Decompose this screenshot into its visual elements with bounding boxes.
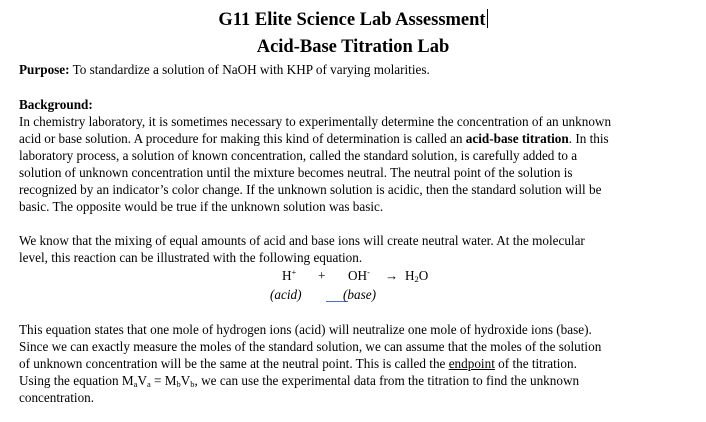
sub-b-2: b	[190, 379, 195, 389]
sub-b-1: b	[176, 379, 181, 389]
equation-acid-label: (acid)	[270, 287, 302, 302]
paragraph-3-line-3	[19, 356, 577, 372]
eq-water-sub: 2	[414, 274, 419, 284]
p3-l4-equals: = M	[150, 373, 177, 388]
paragraph-2-line-2: level, this reaction can be illustrated with the following equation.	[19, 250, 363, 265]
purpose-line	[19, 62, 430, 78]
p3-l4-pre: Using the equation M	[19, 373, 134, 388]
sub-a-1: a	[133, 379, 138, 389]
purpose-label: Purpose:	[19, 62, 70, 77]
p3-l4-v2: V	[180, 373, 191, 388]
paragraph-1-line-4: solution of unknown concentration until the mixture becomes neutral. The neutral point of the solution is	[19, 165, 573, 180]
paragraph-1-line-3: laboratory process, a solution of known concentration, called the standard solution, is carefully added to a	[19, 148, 578, 163]
eq-water-h: H	[405, 268, 415, 283]
equation-plus: +	[318, 268, 326, 283]
document-subtitle: Acid-Base Titration Lab	[256, 37, 450, 57]
paragraph-1-line-6: basic. The opposite would be true if the unknown solution was basic.	[19, 199, 384, 214]
background-heading-text: Background:	[19, 97, 93, 112]
p1-l2-tail: . In this	[568, 131, 609, 146]
paragraph-3-line-2: Since we can exactly measure the moles of the standard solution, we can assume that the moles of the solution	[19, 339, 602, 354]
eq-oh-charge: -	[367, 267, 370, 277]
p3-l3-text: of unknown concentration will be the same at the neutral point. This is called the	[19, 356, 449, 371]
document-title	[0, 9, 706, 31]
paragraph-2-line-1: We know that the mixing of equal amounts of acid and base ions will create neutral water. At the molecular	[19, 233, 585, 248]
p3-l4-v1: V	[137, 373, 147, 388]
term-acid-base-titration: acid-base titration	[465, 131, 569, 146]
equation-water	[405, 268, 428, 284]
equation-hydrogen-ion	[282, 268, 296, 284]
paragraph-1-line-2	[19, 131, 609, 147]
paragraph-1-line-5: recognized by an indicator’s color change. If the unknown solution is acidic, then the standard solution will be	[19, 182, 602, 197]
eq-h-charge: +	[291, 267, 297, 277]
paragraph-3-line-4	[19, 373, 579, 389]
text-cursor	[487, 9, 488, 28]
title-text: G11 Elite Science Lab Assessment	[218, 10, 486, 30]
purpose-text: To standardize a solution of NaOH with KHP of varying molarities.	[69, 62, 430, 77]
term-endpoint: endpoint	[448, 356, 495, 371]
eq-oh: OH	[348, 268, 368, 283]
eq-h: H	[282, 268, 292, 283]
p1-l2-text: acid or base solution. A procedure for making this kind of determination is called an	[19, 131, 466, 146]
paragraph-1-line-1: In chemistry laboratory, it is sometimes necessary to experimentally determine the concentration of an unknown	[19, 114, 612, 129]
equation-base-label: (base)	[343, 287, 376, 302]
equation-arrow: →	[385, 268, 399, 283]
p3-l3-tail: of the titration.	[494, 356, 577, 371]
p3-l4-post: , we can use the experimental data from the titration to find the unknown	[194, 373, 580, 388]
background-heading	[19, 97, 93, 113]
equation-hydroxide-ion	[348, 268, 370, 284]
eq-water-o: O	[418, 268, 429, 283]
paragraph-3-line-1: This equation states that one mole of hydrogen ions (acid) will neutralize one mole of hydroxide ions (base).	[19, 322, 592, 337]
paragraph-3-line-5: concentration.	[19, 390, 95, 405]
sub-a-2: a	[146, 379, 151, 389]
